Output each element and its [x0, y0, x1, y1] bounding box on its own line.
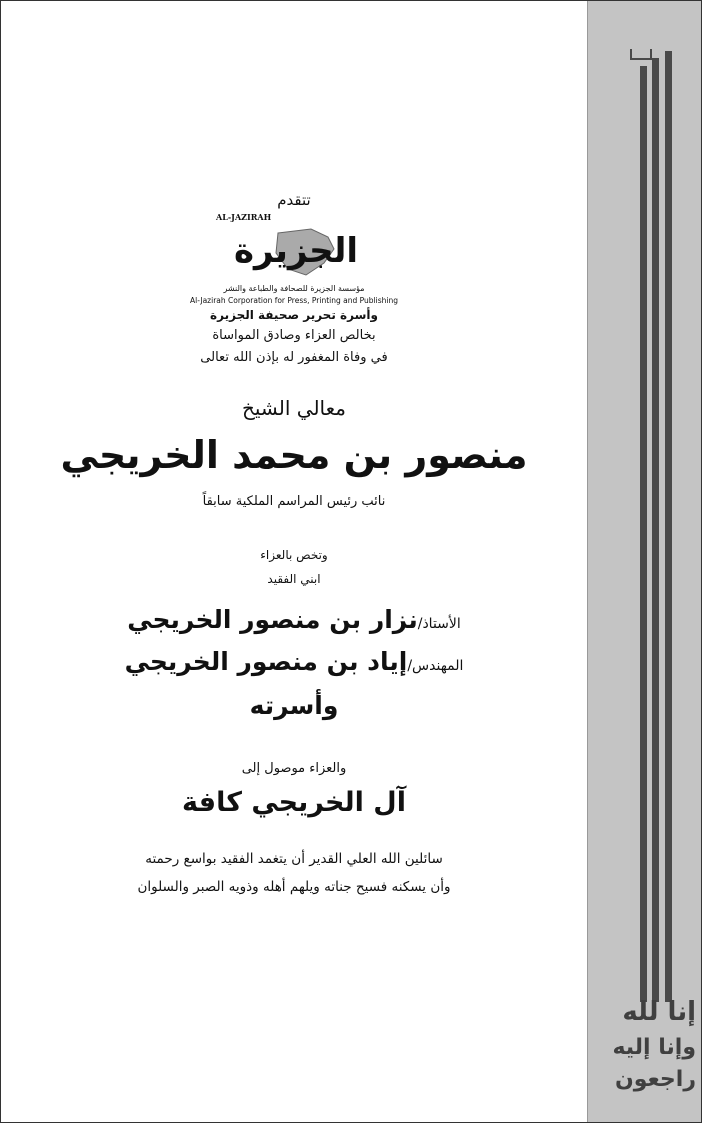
vertical-bar [652, 58, 659, 1002]
deceased-name: منصور بن محمد الخريجي [60, 433, 528, 477]
sons-label: ابني الفقيد [267, 572, 321, 586]
son2-prefix: المهندس/ [407, 658, 464, 674]
extended-intro: والعزاء موصول إلى [241, 761, 347, 776]
vertical-bar [640, 66, 647, 1002]
son1-prefix: الأستاذ/ [417, 616, 461, 632]
corp-arabic: مؤسسة الجزيرة للصحافة والطباعة والنشر [223, 284, 365, 293]
logo-latin: AL-JAZIRAH [216, 212, 272, 222]
logo-arabic: الجزيرة [233, 231, 359, 271]
son2-line [1, 647, 587, 677]
sidebar-line-1: إنا لله [622, 997, 696, 1027]
specifically-intro: وتخص بالعزاء [260, 548, 328, 562]
corp-english: Al-Jazirah Corporation for Press, Printing and Publishing [190, 296, 398, 305]
shadda-mark-icon [630, 49, 652, 60]
death-line: في وفاة المغفور له بإذن الله تعالى [200, 350, 388, 365]
prayer-line-1: سائلين الله العلي القدير أن يتغمد الفقيد بواسع رحمته [145, 851, 443, 867]
son1-line [1, 605, 587, 635]
sidebar-line-2: وإنا إليه [612, 1035, 696, 1060]
sidebar-line-3: راجعون [614, 1067, 696, 1092]
sidebar-panel [587, 1, 702, 1123]
son2-name: إياد بن منصور الخريجي [124, 647, 408, 676]
honorific: معالي الشيخ [241, 396, 346, 420]
family-text: وأسرته [249, 691, 339, 720]
condolence-line: بخالص العزاء وصادق المواساة [212, 328, 376, 343]
al-jazirah-logo [216, 212, 376, 283]
presents-text: تتقدم [277, 191, 311, 209]
extended-family: آل الخريجي كافة [182, 787, 406, 818]
deceased-title: نائب رئيس المراسم الملكية سابقاً [202, 494, 386, 509]
vertical-bar [665, 51, 672, 1002]
prayer-line-2: وأن يسكنه فسيح جناته ويلهم أهله وذويه الصبر والسلوان [137, 879, 451, 895]
son1-name: نزار بن منصور الخريجي [127, 605, 418, 634]
from-line: وأسرة تحرير صحيفة الجزيرة [210, 308, 378, 322]
